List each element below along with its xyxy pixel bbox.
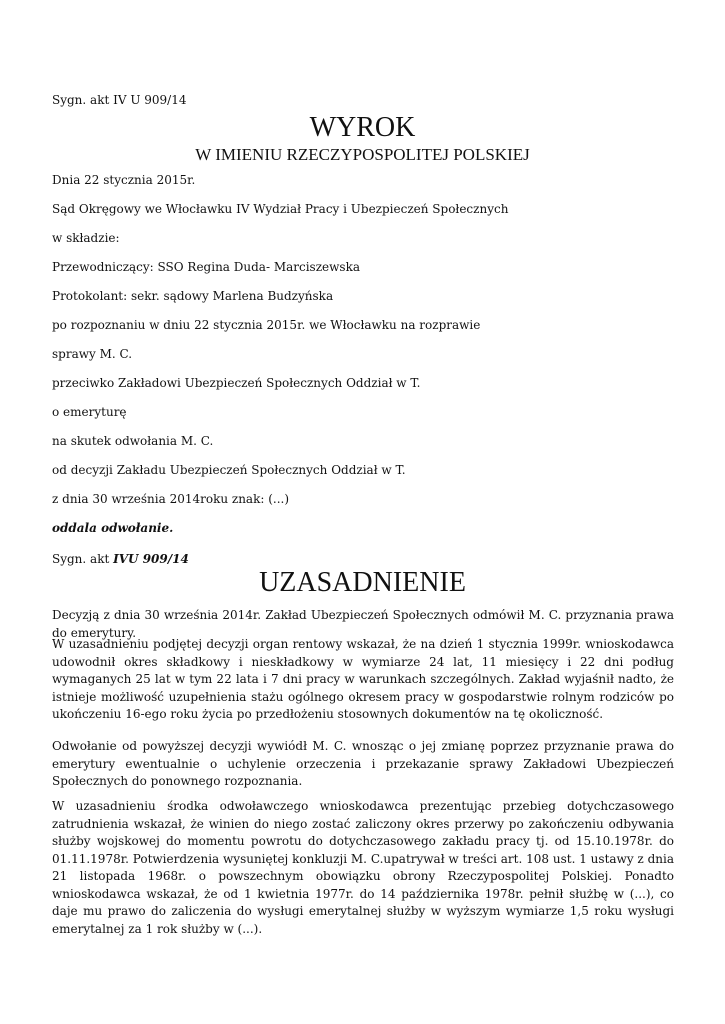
court-clerk: Protokolant: sekr. sądowy Marlena Budzyńska (52, 289, 334, 303)
verdict-title: WYROK (309, 112, 416, 143)
case-party: sprawy M. C. (52, 347, 133, 361)
case-signature-2-value: IVU 909/14 (113, 552, 189, 566)
justification-paragraph-4: W uzasadnieniu środka odwoławczego wnioskodawca prezentując przebieg dotychczasowego zatrudnienia wskazał, że winien do niego zostać zaliczony okres przerwy po zakończeniu odbywania służby wojskowej do momentu powrotu do dotychczasowego zakładu pracy tj. od 15.10.1978r. do 01.11.1978r. Potwierdzenia wysuniętej konkluzji M. C.upatrywał w treści art. 108 ust. 1 ustawy z dnia 21 listopada 1968r. o powszechnym obowiązku obrony Rzeczypospolitej Polskiej. Ponadto wnioskodawca wskazał, że od 1 kwietnia 1977r. do 14 października 1978r. pełnił służbę w (...), co daje mu prawo do zaliczenia do wysługi emerytalnej służby w wyższym wymiarze 1,5 roku wysługi emerytalnej za 1 rok służby w (...). (52, 799, 674, 936)
court-name: Sąd Okręgowy we Włocławku IV Wydział Pracy i Ubezpieczeń Społecznych (52, 202, 509, 216)
verdict-date: Dnia 22 stycznia 2015r. (52, 173, 196, 187)
decision-date-line: z dnia 30 września 2014roku znak: (...) (52, 492, 290, 506)
justification-paragraph-3: Odwołanie od powyższej decyzji wywiódł M. C. wnosząc o jej zmianę poprzez przyznanie prawa do emerytury ewentualnie o uchylenie orzeczenia i przekazanie sprawy Zakładowi Ubezpieczeń Społecznych do ponownego rozpoznania. (52, 739, 674, 788)
hearing-info: po rozpoznaniu w dniu 22 stycznia 2015r. we Włocławku na rozprawie (52, 318, 481, 332)
case-signature-2 (52, 552, 189, 567)
decision-line: od decyzji Zakładu Ubezpieczeń Społecznych Oddział w T. (52, 463, 406, 477)
ruling-text: oddala odwołanie. (52, 521, 174, 535)
composition-label: w składzie: (52, 231, 120, 245)
case-signature: Sygn. akt IV U 909/14 (52, 93, 187, 107)
presiding-judge: Przewodniczący: SSO Regina Duda- Marciszewska (52, 260, 360, 274)
case-subject: o emeryturę (52, 405, 127, 419)
justification-title: UZASADNIENIE (259, 567, 466, 598)
justification-paragraph-2: W uzasadnieniu podjętej decyzji organ rentowy wskazał, że na dzień 1 stycznia 1999r. wnioskodawca udowodnił okres składkowy i nieskładkowy w wymiarze 24 lat, 11 miesięcy i 22 dni podług wymaganych 25 lat w tym 22 lata i 7 dni pracy w warunkach szczególnych. Zakład wyjaśnił nadto, że istnieje możliwość uzupełnienia stażu ogólnego okresem pracy w gospodarstwie rolnym rodziców po ukończeniu 16-ego roku życia po przedłożeniu stosownych dokumentów na tę okoliczność. (52, 637, 674, 721)
opposing-party: przeciwko Zakładowi Ubezpieczeń Społecznych Oddział w T. (52, 376, 421, 390)
appeal-line: na skutek odwołania M. C. (52, 434, 214, 448)
verdict-subtitle: W IMIENIU RZECZYPOSPOLITEJ POLSKIEJ (195, 145, 530, 164)
case-signature-2-prefix: Sygn. akt (52, 552, 110, 566)
justification-paragraph-1: Decyzją z dnia 30 września 2014r. Zakład Ubezpieczeń Społecznych odmówił M. C. przyznania prawa do emerytury. (52, 608, 674, 640)
